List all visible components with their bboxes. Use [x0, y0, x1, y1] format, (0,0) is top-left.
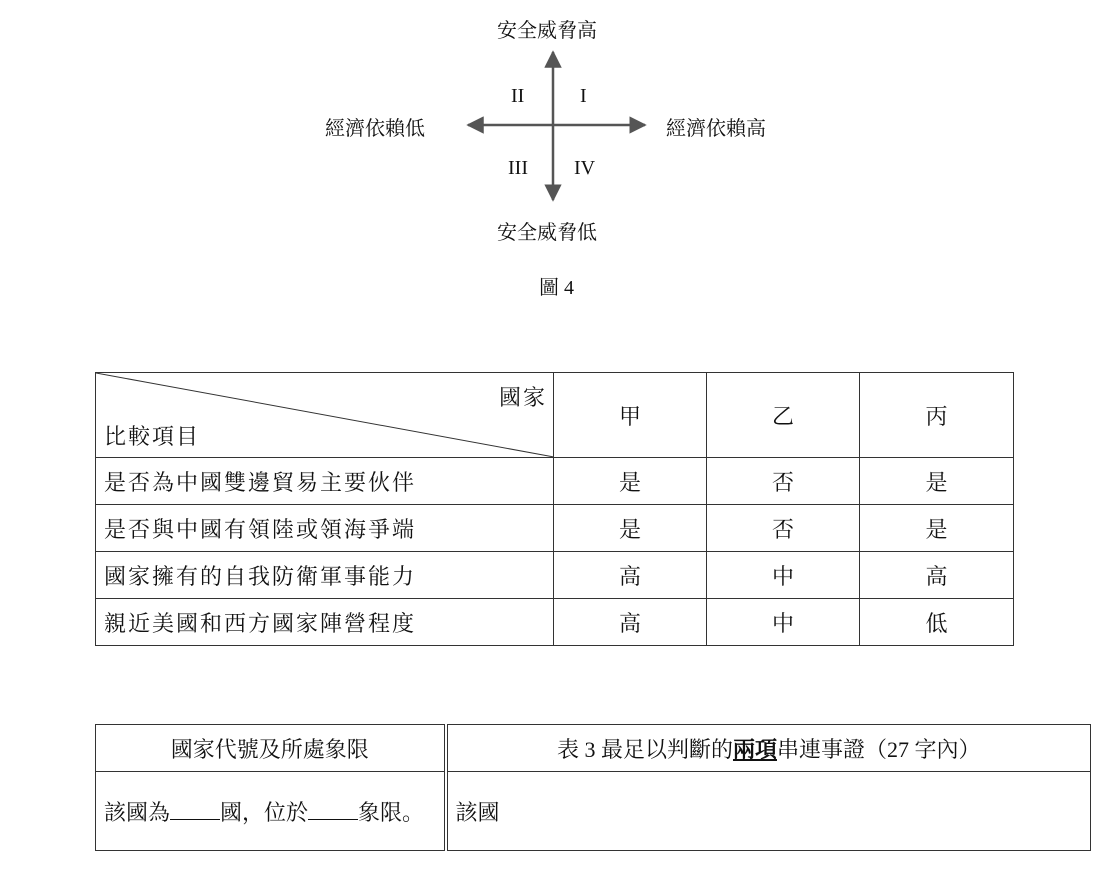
answer-evidence-prefix: 該國 [455, 799, 500, 825]
answer-evidence-cell[interactable] [446, 772, 1091, 851]
answer-text-part2: 國，位於 [220, 799, 309, 825]
country-header-3: 丙 [860, 373, 1014, 458]
quadrant-blank-field[interactable] [308, 799, 358, 820]
diagonal-header-cell [96, 373, 554, 458]
cell-value: 是 [860, 505, 1014, 552]
answer-table [95, 724, 1091, 851]
axis-label-right: 經濟依賴高 [666, 118, 766, 140]
country-header-1: 甲 [554, 373, 707, 458]
quadrant-1-label: I [580, 85, 587, 107]
table-row [96, 552, 1014, 599]
table-header-row [96, 373, 1014, 458]
row-item: 是否為中國雙邊貿易主要伙伴 [96, 458, 554, 505]
answer-col2-header [446, 725, 1091, 772]
answer-col2-header-pre: 表 3 最足以判斷的 [556, 736, 733, 762]
cell-value: 高 [554, 599, 707, 646]
comparison-table [95, 372, 1014, 646]
cell-value: 高 [860, 552, 1014, 599]
table-row [96, 458, 1014, 505]
answer-text-part3: 象限。 [358, 799, 425, 825]
quadrant-3-label: III [508, 157, 528, 179]
quadrant-axes [0, 0, 1109, 320]
axis-label-bottom: 安全威脅低 [497, 222, 597, 244]
cell-value: 低 [860, 599, 1014, 646]
answer-col1-header: 國家代號及所處象限 [96, 725, 446, 772]
country-header-2: 乙 [707, 373, 860, 458]
cell-value: 中 [707, 599, 860, 646]
answer-text-part1: 該國為 [104, 799, 171, 825]
cell-value: 高 [554, 552, 707, 599]
quadrant-2-label: II [511, 85, 525, 107]
cell-value: 中 [707, 552, 860, 599]
table-row [96, 505, 1014, 552]
answer-row [96, 772, 1091, 851]
cell-value: 否 [707, 458, 860, 505]
quadrant-4-label: IV [574, 157, 596, 179]
figure-4 [0, 0, 1109, 320]
cell-value: 是 [860, 458, 1014, 505]
axis-label-top: 安全威脅高 [497, 20, 597, 42]
answer-col2-header-post: 串連事證（27 字內） [777, 736, 981, 762]
answer-header-row [96, 725, 1091, 772]
cell-value: 否 [707, 505, 860, 552]
figure-caption: 圖 4 [539, 277, 574, 299]
cell-value: 是 [554, 458, 707, 505]
row-item: 國家擁有的自我防衛軍事能力 [96, 552, 554, 599]
header-item-label: 比較項目 [104, 424, 201, 449]
answer-country-quadrant-cell [96, 772, 446, 851]
table-row [96, 599, 1014, 646]
row-item: 是否與中國有領陸或領海爭端 [96, 505, 554, 552]
header-country-label: 國家 [498, 385, 547, 410]
cell-value: 是 [554, 505, 707, 552]
axis-label-left: 經濟依賴低 [325, 118, 425, 140]
row-item: 親近美國和西方國家陣營程度 [96, 599, 554, 646]
answer-col2-header-emphasis: 兩項 [732, 736, 777, 762]
country-blank-field[interactable] [170, 799, 220, 820]
